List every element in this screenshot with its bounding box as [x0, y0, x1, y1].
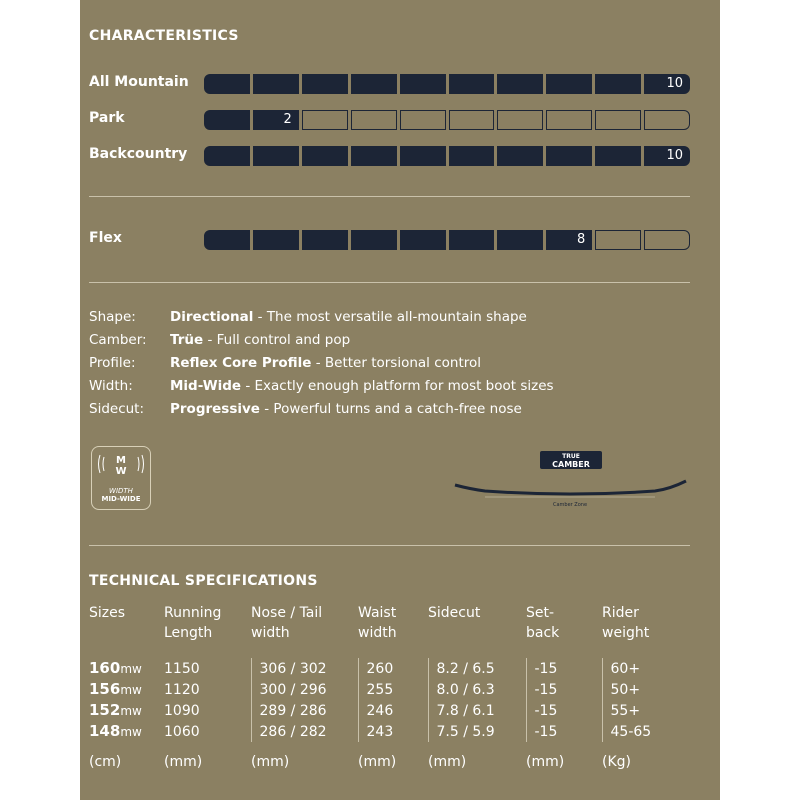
spec-name: Trüe	[170, 332, 204, 348]
waist-cell: 260	[358, 658, 428, 679]
rating-segment	[302, 230, 348, 250]
setback-cell: -15	[526, 679, 602, 700]
nose-tail-cell: 300 / 296	[251, 679, 358, 700]
rating-segment: 2	[253, 110, 299, 130]
rating-segment	[497, 230, 543, 250]
spec-desc: - Powerful turns and a catch-free nose	[259, 401, 522, 417]
spec-row-sidecut	[89, 401, 522, 417]
spec-desc: - The most versatile all-mountain shape	[253, 309, 527, 325]
sidecut-cell: 8.0 / 6.3	[428, 679, 526, 700]
svg-text:M: M	[116, 455, 126, 466]
rating-segment	[302, 74, 348, 94]
svg-text:W: W	[115, 466, 127, 477]
sidecut-cell: 7.5 / 5.9	[428, 721, 526, 742]
column-header: Rider weight	[602, 605, 650, 641]
spec-row-width	[89, 378, 554, 394]
spec-name: Mid-Wide	[170, 378, 242, 394]
spec-row-camber	[89, 332, 350, 348]
running-length-cell: 1120	[164, 681, 200, 698]
rating-label-backcountry: Backcountry	[89, 146, 188, 162]
column-header: Waist width	[358, 605, 397, 641]
divider	[89, 545, 690, 546]
unit-cell: (mm)	[251, 754, 290, 770]
running-length-cell: 1150	[164, 660, 200, 677]
rating-segment	[497, 110, 543, 130]
rating-segment	[204, 110, 250, 130]
technical-specifications-heading: TECHNICAL SPECIFICATIONS	[89, 573, 318, 589]
nose-tail-cell: 306 / 302	[251, 658, 358, 679]
rating-bar-all-mountain	[204, 74, 690, 94]
rating-segment	[595, 74, 641, 94]
spec-key: Profile:	[89, 355, 136, 371]
table-row	[89, 679, 682, 700]
rating-segment	[449, 230, 495, 250]
table-row	[89, 658, 682, 679]
column-header: Sizes	[89, 605, 126, 621]
size-cell: 148mw	[89, 722, 142, 740]
spec-desc: - Exactly enough platform for most boot sizes	[241, 378, 554, 394]
rider-weight-cell: 60+	[602, 658, 682, 679]
unit-cell: (mm)	[358, 754, 397, 770]
divider	[89, 196, 690, 197]
badge-line2: MID-WIDE	[101, 495, 141, 503]
spec-row-profile	[89, 355, 481, 371]
width-logo-icon	[92, 447, 150, 481]
column-header: Sidecut	[428, 605, 481, 621]
nose-tail-cell: 289 / 286	[251, 700, 358, 721]
camber-profile-graphic	[450, 447, 690, 517]
rating-segment: 10	[644, 146, 690, 166]
technical-specifications-table	[89, 603, 682, 772]
unit-cell: (mm)	[164, 754, 203, 770]
unit-cell: (mm)	[526, 754, 565, 770]
rating-segment	[253, 230, 299, 250]
size-cell: 152mw	[89, 701, 142, 719]
rating-segment	[449, 74, 495, 94]
rating-segment	[644, 110, 690, 130]
rating-segment	[546, 74, 592, 94]
rating-segment	[546, 146, 592, 166]
rating-segment	[253, 146, 299, 166]
rating-segment	[449, 110, 495, 130]
rating-label-park: Park	[89, 110, 125, 126]
rating-bar-flex	[204, 230, 690, 250]
table-row	[89, 700, 682, 721]
spec-name: Progressive	[170, 401, 260, 417]
rating-segment	[351, 230, 397, 250]
divider	[89, 282, 690, 283]
camber-title-top: TRUE	[562, 453, 580, 460]
waist-cell: 255	[358, 679, 428, 700]
rating-segment	[644, 230, 690, 250]
spec-row-shape	[89, 309, 527, 325]
camber-zone-label: Camber Zone	[552, 502, 588, 508]
rating-segment	[546, 110, 592, 130]
running-length-cell: 1060	[164, 723, 200, 740]
rating-segment	[204, 230, 250, 250]
rating-segment	[351, 146, 397, 166]
rating-segment	[400, 146, 446, 166]
rating-segment	[351, 110, 397, 130]
rating-segment	[449, 146, 495, 166]
unit-cell: (mm)	[428, 754, 467, 770]
rating-segment	[595, 146, 641, 166]
rating-segment	[497, 146, 543, 166]
spec-name: Directional	[170, 309, 254, 325]
rating-label-flex: Flex	[89, 230, 122, 246]
rating-bar-backcountry	[204, 146, 690, 166]
sidecut-cell: 7.8 / 6.1	[428, 700, 526, 721]
rating-segment	[595, 230, 641, 250]
badge-line1: WIDTH	[109, 487, 133, 495]
sidecut-cell: 8.2 / 6.5	[428, 658, 526, 679]
rating-segment: 8	[546, 230, 592, 250]
spec-key: Camber:	[89, 332, 147, 348]
table-header-row	[89, 603, 682, 647]
rating-segment	[351, 74, 397, 94]
column-header: Set- back	[526, 605, 560, 641]
rating-segment	[400, 74, 446, 94]
rider-weight-cell: 50+	[602, 679, 682, 700]
waist-cell: 246	[358, 700, 428, 721]
column-header: Nose / Tail width	[251, 605, 323, 641]
characteristics-heading: CHARACTERISTICS	[89, 28, 239, 44]
column-header: Running Length	[164, 605, 222, 641]
width-mid-wide-icon	[91, 446, 151, 510]
rating-segment	[204, 146, 250, 166]
spec-key: Sidecut:	[89, 401, 145, 417]
running-length-cell: 1090	[164, 702, 200, 719]
rider-weight-cell: 55+	[602, 700, 682, 721]
waist-cell: 243	[358, 721, 428, 742]
setback-cell: -15	[526, 721, 602, 742]
size-cell: 160mw	[89, 659, 142, 677]
setback-cell: -15	[526, 700, 602, 721]
unit-cell: (cm)	[89, 754, 122, 770]
rating-segment	[400, 110, 446, 130]
size-cell: 156mw	[89, 680, 142, 698]
units-row	[89, 742, 682, 772]
rating-segment	[302, 146, 348, 166]
spec-desc: - Full control and pop	[203, 332, 351, 348]
rating-segment: 10	[644, 74, 690, 94]
spec-desc: - Better torsional control	[311, 355, 482, 371]
rider-weight-cell: 45-65	[602, 721, 682, 742]
camber-title-main: CAMBER	[552, 460, 590, 469]
rating-bar-park	[204, 110, 690, 130]
unit-cell: (Kg)	[602, 754, 631, 770]
spec-name: Reflex Core Profile	[170, 355, 312, 371]
setback-cell: -15	[526, 658, 602, 679]
spec-key: Shape:	[89, 309, 136, 325]
nose-tail-cell: 286 / 282	[251, 721, 358, 742]
rating-label-all-mountain: All Mountain	[89, 74, 189, 90]
rating-segment	[400, 230, 446, 250]
rating-segment	[595, 110, 641, 130]
rating-segment	[302, 110, 348, 130]
rating-segment	[204, 74, 250, 94]
rating-segment	[253, 74, 299, 94]
table-row	[89, 721, 682, 742]
spec-key: Width:	[89, 378, 133, 394]
rating-segment	[497, 74, 543, 94]
product-spec-panel	[80, 0, 720, 800]
